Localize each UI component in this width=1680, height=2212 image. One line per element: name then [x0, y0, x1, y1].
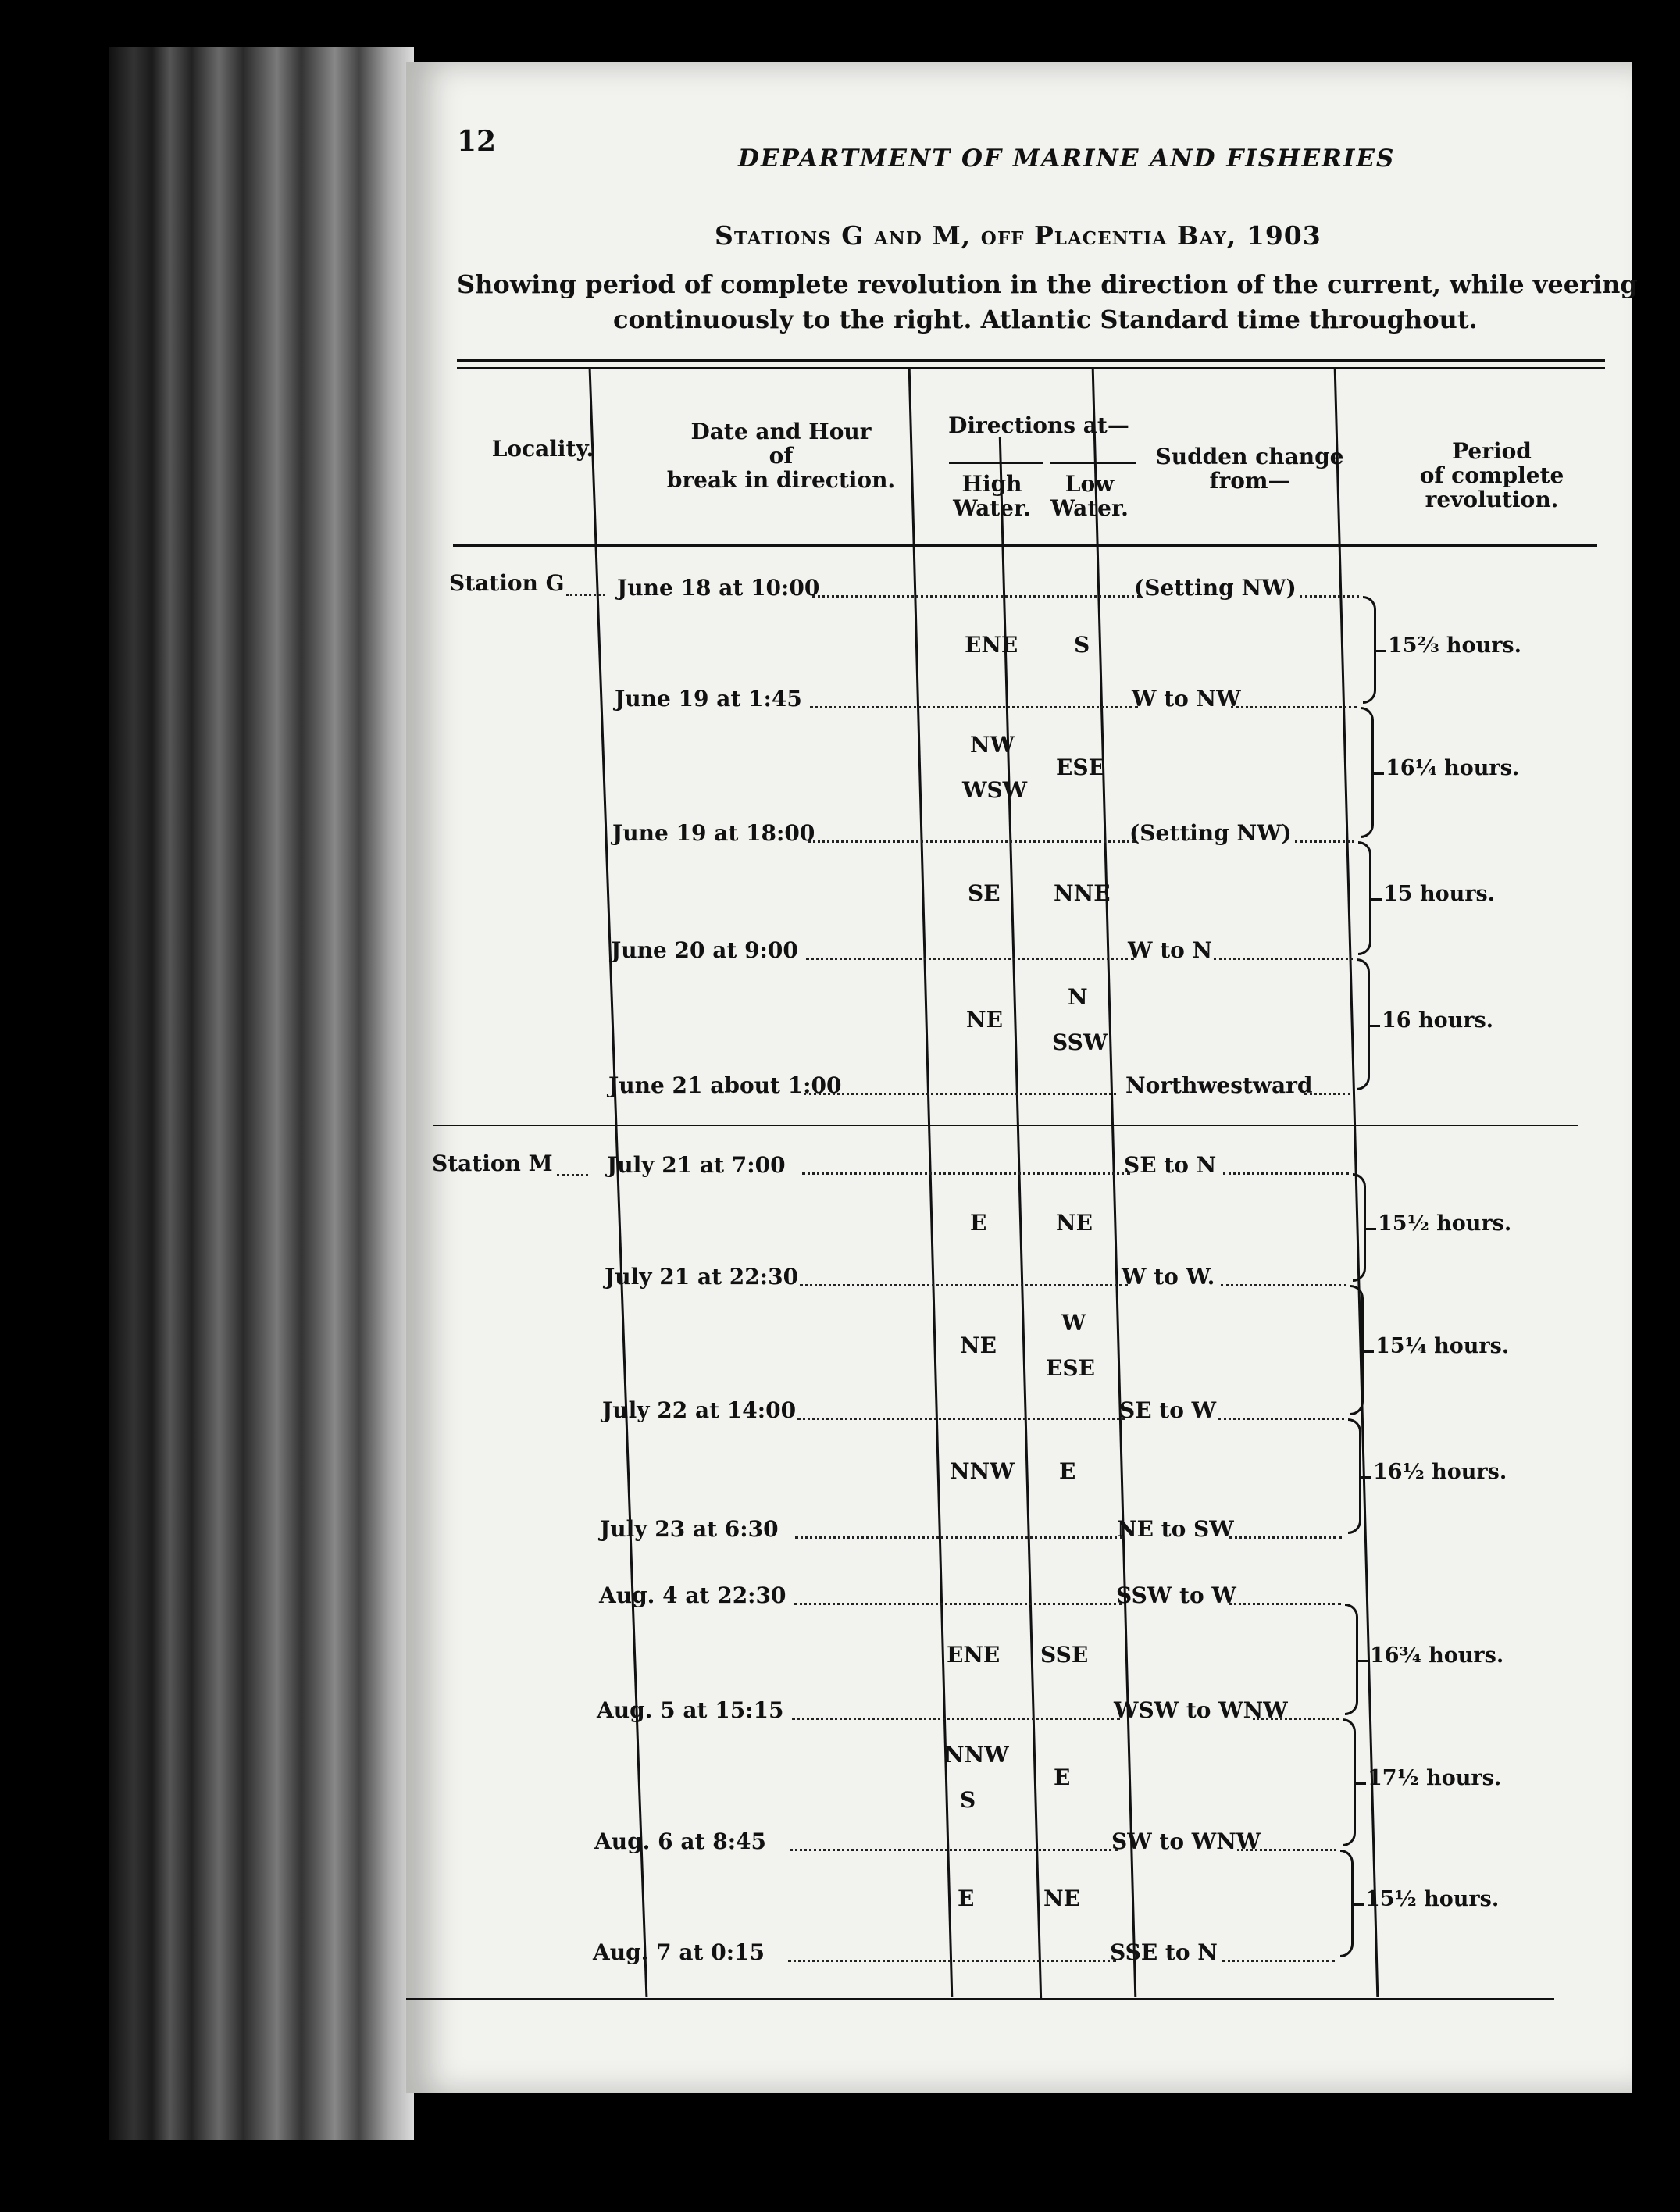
break-date: July 21 at 7:00 [607, 1152, 786, 1178]
period-brace [1361, 707, 1374, 838]
break-date: Aug. 7 at 0:15 [593, 1939, 765, 1965]
period-value: 15¼ hours. [1375, 1333, 1510, 1358]
period-brace [1350, 1285, 1364, 1415]
low-water-direction: ESE [1046, 1354, 1095, 1381]
header-high-water [945, 473, 1039, 521]
table-title [715, 220, 1322, 251]
break-date: June 18 at 10:00 [617, 575, 820, 601]
running-head: DEPARTMENT OF MARINE AND FISHERIES [738, 144, 1396, 173]
change-from: SE to W [1119, 1397, 1217, 1423]
break-date: Aug. 4 at 22:30 [599, 1582, 786, 1608]
header-high-water-1: High [961, 471, 1022, 497]
header-low-water [1043, 473, 1136, 521]
header-period-3: revolution. [1425, 486, 1559, 512]
period-value: 16 hours. [1382, 1008, 1494, 1033]
break-date: June 19 at 1:45 [615, 686, 802, 712]
change-leader [1222, 1960, 1335, 1962]
low-water-direction: NE [1043, 1886, 1080, 1911]
date-leader [795, 1536, 1123, 1539]
period-value: 15 hours. [1383, 882, 1496, 906]
low-water-direction: NNE [1054, 880, 1111, 906]
header-sudden-change [1148, 445, 1351, 494]
period-brace [1363, 596, 1376, 704]
change-from: SSW to W [1116, 1582, 1236, 1608]
header-date-hour-1: Date and Hour [690, 419, 872, 444]
high-water-direction: NNW [944, 1742, 1009, 1768]
change-from: W to NW [1132, 686, 1241, 712]
directions-subrule-1 [949, 462, 1043, 464]
table-top-rule [457, 359, 1605, 362]
low-water-direction: W [1061, 1309, 1086, 1336]
date-leader [812, 595, 1140, 598]
header-low-water-2: Water. [1050, 494, 1129, 521]
title-year: 1903 [1246, 220, 1322, 251]
period-brace [1343, 1718, 1356, 1846]
change-leader [1295, 840, 1354, 843]
change-leader [1304, 1093, 1350, 1095]
high-water-direction: WSW [962, 777, 1028, 803]
period-value: 16½ hours. [1373, 1460, 1507, 1484]
period-brace [1348, 1418, 1361, 1534]
change-leader [1229, 1603, 1341, 1605]
change-leader [1300, 595, 1359, 598]
header-period-1: Period [1452, 438, 1532, 464]
low-water-direction: N [1068, 983, 1088, 1010]
period-brace [1340, 1850, 1354, 1957]
header-bottom-rule [453, 544, 1597, 547]
break-date: July 23 at 6:30 [600, 1516, 779, 1542]
high-water-direction: ENE [965, 632, 1018, 658]
change-leader [1218, 1418, 1344, 1420]
date-leader [808, 840, 1136, 843]
station-separator-rule [433, 1125, 1578, 1126]
high-water-direction: E [958, 1886, 975, 1911]
low-water-direction: SSE [1040, 1641, 1089, 1668]
date-leader [792, 1718, 1120, 1720]
date-leader [790, 1849, 1118, 1851]
low-water-direction: ESE [1056, 755, 1105, 780]
date-leader [797, 1418, 1125, 1420]
change-leader [1221, 1284, 1346, 1286]
change-leader [1237, 1849, 1336, 1851]
change-leader [1214, 958, 1353, 960]
period-brace [1357, 958, 1370, 1090]
high-water-direction: S [960, 1787, 976, 1813]
break-date: June 20 at 9:00 [611, 937, 798, 963]
period-value: 15½ hours. [1378, 1211, 1512, 1236]
header-directions-at: Directions at— [948, 412, 1129, 438]
break-date: Aug. 5 at 15:15 [597, 1697, 784, 1723]
period-value: 16¾ hours. [1370, 1643, 1504, 1668]
break-date: June 19 at 18:00 [612, 820, 815, 846]
period-value: 15½ hours. [1365, 1887, 1500, 1911]
page-number: 12 [457, 125, 497, 158]
low-water-direction: S [1074, 632, 1090, 658]
change-from: Northwestward [1125, 1072, 1313, 1098]
header-period [1382, 440, 1601, 512]
description-line-1: Showing period of complete revolution in the direction of the current, while veering [457, 269, 1638, 299]
description-line-2: continuously to the right. Atlantic Standard time throughout. [613, 305, 1478, 334]
break-date: June 21 about 1:00 [608, 1072, 842, 1098]
break-date: July 21 at 22:30 [605, 1264, 799, 1290]
change-from: SW to WNW [1111, 1828, 1261, 1854]
change-leader [1231, 706, 1357, 708]
header-locality: Locality. [491, 436, 594, 462]
change-from: W to N [1128, 937, 1213, 963]
high-water-direction: ENE [947, 1641, 1001, 1668]
date-leader [794, 1603, 1122, 1605]
header-low-water-1: Low [1065, 471, 1115, 497]
book-spine [109, 47, 414, 2140]
high-water-direction: NE [960, 1332, 997, 1358]
low-water-direction: E [1059, 1458, 1076, 1484]
change-from: SSE to N [1110, 1939, 1218, 1965]
high-water-direction: NNW [950, 1458, 1015, 1484]
header-date-hour-3: break in direction. [666, 466, 896, 493]
change-leader [1223, 1172, 1349, 1175]
period-value: 15⅔ hours. [1388, 633, 1522, 658]
station-leader [557, 1174, 588, 1176]
table-top-rule-2 [457, 367, 1605, 369]
high-water-direction: NW [970, 732, 1015, 758]
change-from: WSW to WNW [1114, 1697, 1288, 1723]
title-text: Stations G and M, off Placentia Bay, [715, 220, 1237, 251]
period-value: 16¼ hours. [1386, 756, 1520, 780]
date-leader [788, 1960, 1116, 1962]
header-sudden-change-2: from— [1209, 467, 1290, 494]
high-water-direction: SE [968, 880, 1001, 906]
station-label: Station G [449, 570, 565, 596]
break-date: Aug. 6 at 8:45 [594, 1828, 766, 1854]
header-period-2: of complete [1419, 462, 1564, 488]
low-water-direction: E [1054, 1764, 1071, 1790]
date-leader [810, 706, 1138, 708]
header-date-hour [648, 420, 914, 492]
change-from: SE to N [1124, 1152, 1217, 1178]
change-leader [1253, 1718, 1339, 1720]
break-date: July 22 at 14:00 [602, 1397, 797, 1423]
station-leader [566, 594, 605, 596]
period-brace [1345, 1604, 1358, 1715]
date-leader [806, 958, 1134, 960]
high-water-direction: NE [966, 1006, 1003, 1033]
change-from: W to W. [1122, 1264, 1215, 1290]
low-water-direction: NE [1056, 1209, 1093, 1236]
change-from: NE to SW [1117, 1516, 1234, 1542]
date-leader [802, 1172, 1130, 1175]
change-from: (Setting NW) [1134, 575, 1297, 601]
period-brace [1358, 841, 1371, 955]
date-leader [800, 1284, 1128, 1286]
header-sudden-change-1: Sudden change [1155, 444, 1344, 469]
header-date-hour-2: of [769, 442, 794, 469]
station-label: Station M [432, 1151, 553, 1176]
period-brace [1353, 1173, 1366, 1282]
change-leader [1229, 1536, 1342, 1539]
change-from: (Setting NW) [1129, 820, 1292, 846]
high-water-direction: E [970, 1209, 987, 1236]
header-high-water-2: Water. [953, 494, 1031, 521]
low-water-direction: SSW [1052, 1029, 1108, 1055]
date-leader [804, 1093, 1116, 1095]
period-value: 17½ hours. [1368, 1766, 1502, 1790]
table-bottom-rule [406, 1998, 1554, 2000]
